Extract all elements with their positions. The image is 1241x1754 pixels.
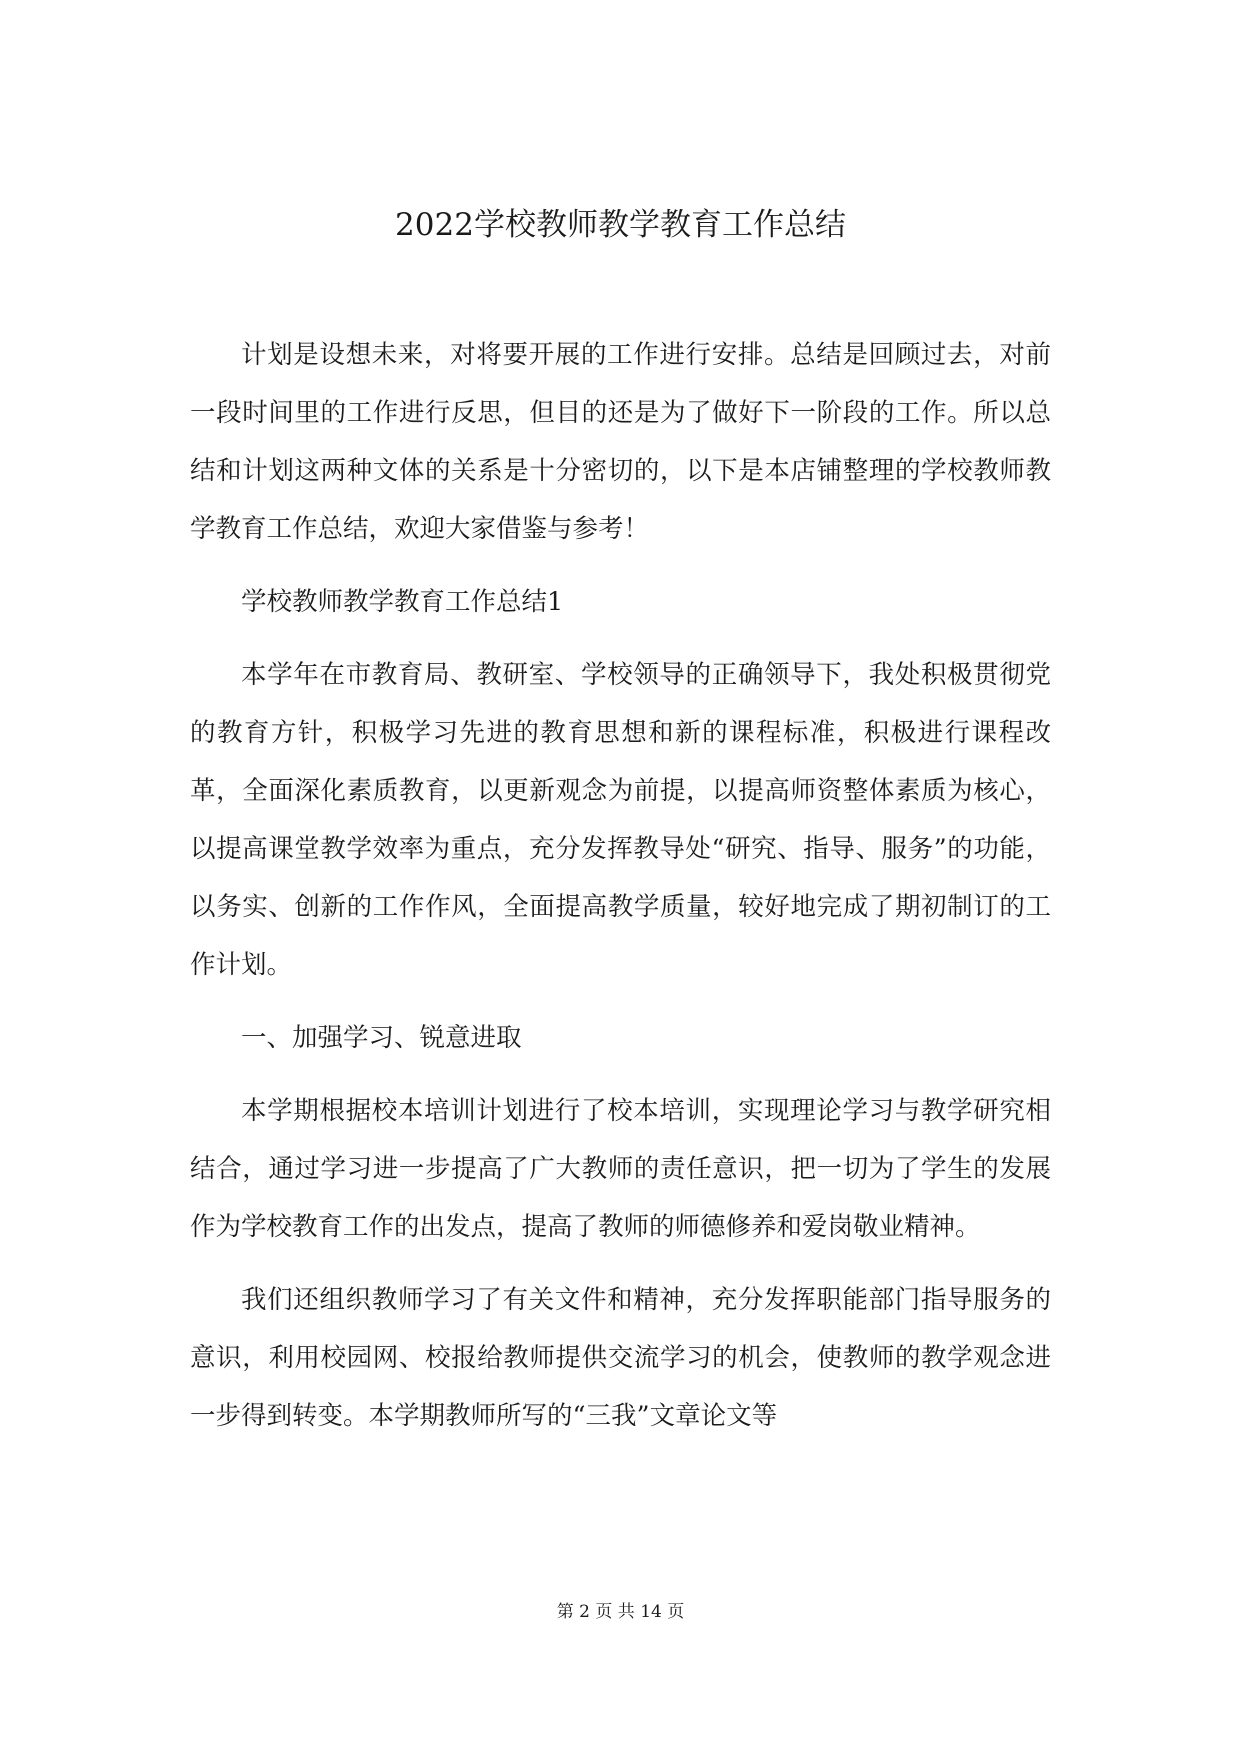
body-paragraph: 本学年在市教育局、教研室、学校领导的正确领导下，我处积极贯彻党的教育方针，积极学习先进的教育思想和新的课程标准，积极进行课程改革，全面深化素质教育，以更新观念为前提，以提高师资整体素质为核心，以提高课堂教学效率为重点，充分发挥教导处“研究、指导、服务”的功能，以务实、创新的工作作风，全面提高教学质量，较好地完成了期初制订的工作计划。 — [190, 660, 1051, 980]
body-paragraph: 我们还组织教师学习了有关文件和精神，充分发挥职能部门指导服务的意识，利用校园网、校报给教师提供交流学习的机会，使教师的教学观念进一步得到转变。本学期教师所写的“三我”文章论文等 — [190, 1285, 1051, 1431]
page-number-footer: 第 2 页 共 14 页 — [556, 1602, 685, 1622]
intro-paragraph: 计划是设想未来，对将要开展的工作进行安排。总结是回顾过去，对前一段时间里的工作进行反思，但目的还是为了做好下一阶段的工作。所以总结和计划这两种文体的关系是十分密切的，以下是本店铺整理的学校教师教学教育工作总结，欢迎大家借鉴与参考！ — [190, 340, 1051, 544]
document-body — [190, 326, 1051, 1445]
section-heading-study: 一、加强学习、锐意进取 — [241, 1023, 522, 1053]
body-paragraph: 本学期根据校本培训计划进行了校本培训，实现理论学习与教学研究相结合，通过学习进一步提高了广大教师的责任意识，把一切为了学生的发展作为学校教育工作的出发点，提高了教师的师德修养和爱岗敬业精神。 — [190, 1096, 1051, 1242]
document-title: 2022学校教师教学教育工作总结 — [395, 207, 846, 243]
section-heading-summary-1: 学校教师教学教育工作总结1 — [241, 587, 564, 617]
